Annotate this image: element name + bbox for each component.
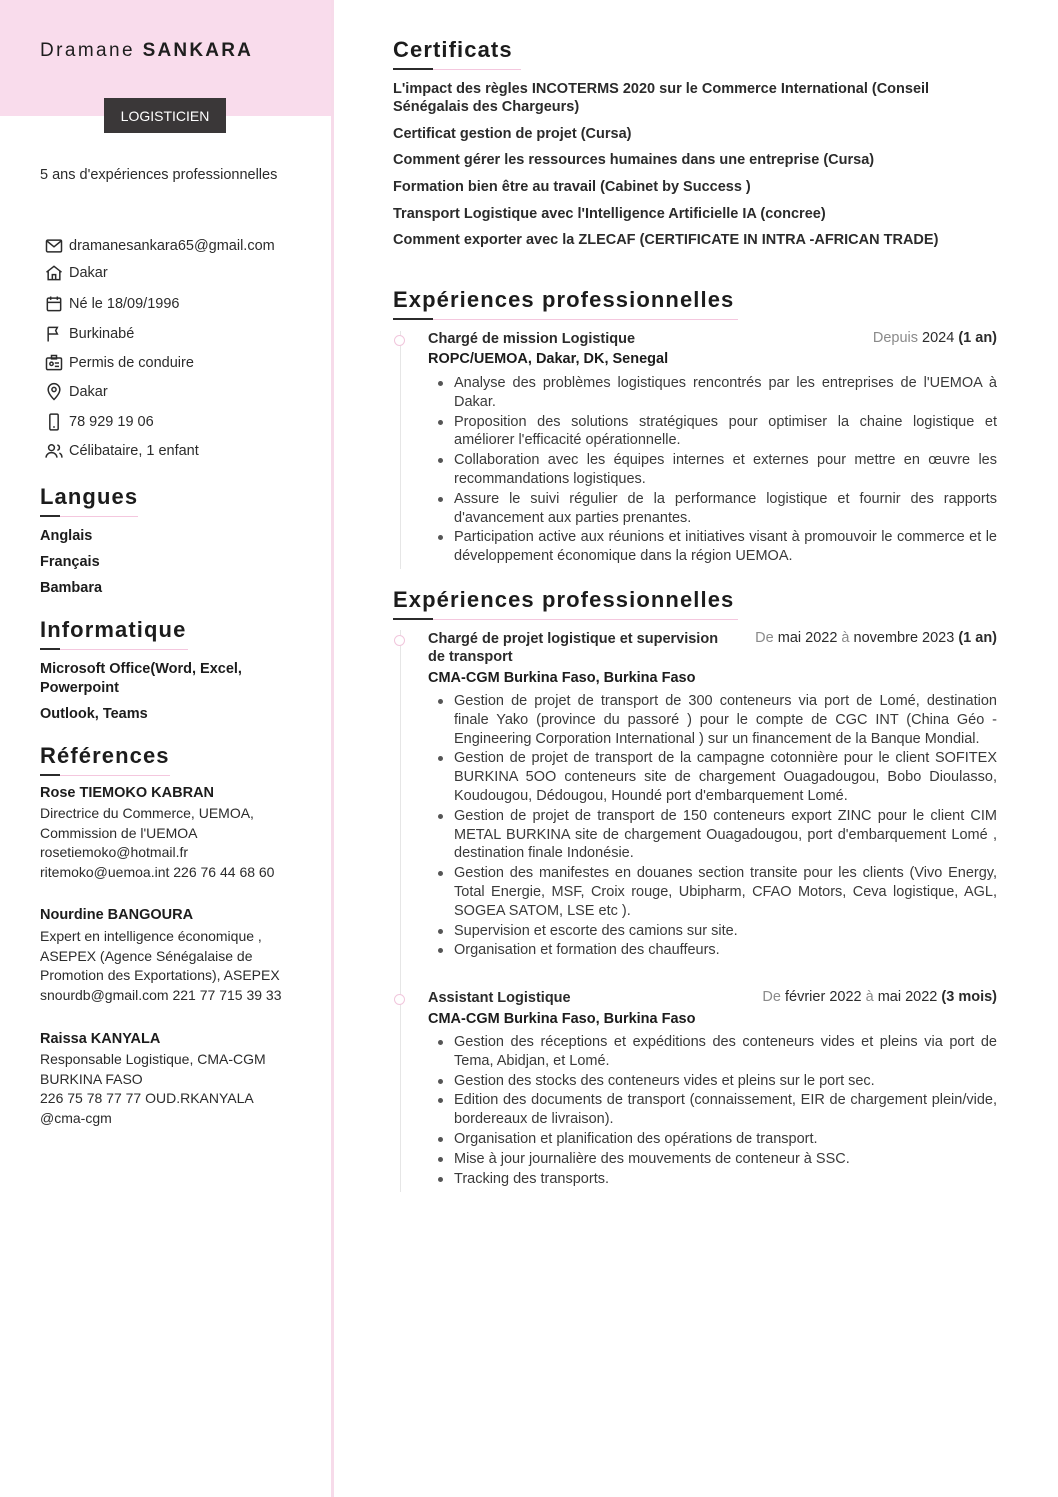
contact-nationality — [44, 324, 134, 344]
bullet-item: Supervision et escorte des camions sur site. — [454, 922, 997, 941]
certificate-item: Formation bien être au travail (Cabinet by Success ) — [393, 179, 751, 195]
summary: 5 ans d'expériences professionnelles — [40, 167, 278, 183]
bullet-item: Gestion de projet de transport de 300 conteneurs via port de Lomé, destination finale Yako (province du passoré ) pour le compte de CGC INT (China Géo -Engineering Corporation International ) sur un financement de la Banque Mondial. — [454, 693, 997, 747]
candidate-name — [40, 40, 253, 62]
certificate-item: Comment exporter avec la ZLECAF (CERTIFICATE IN INTRA -AFRICAN TRADE) — [393, 232, 939, 248]
references-heading: Références — [40, 743, 170, 769]
job-title-badge: LOGISTICIEN — [104, 98, 226, 133]
reference-contact: rosetiemoko@hotmail.fr ritemoko@uemoa.int 226 76 44 68 60 — [40, 844, 275, 880]
contact-family — [44, 441, 199, 461]
contact-text: Né le 18/09/1996 — [69, 296, 180, 312]
bullet-item: Assure le suivi régulier de la performance logistique et fournir des rapports d'avancement aux parties prenantes. — [454, 490, 997, 526]
timeline-dot — [394, 994, 405, 1005]
contact-phone — [44, 412, 154, 432]
reference-contact: snourdb@gmail.com 221 77 715 39 33 — [40, 987, 282, 1003]
certificate-item: Comment gérer les ressources humaines dans une entreprise (Cursa) — [393, 152, 875, 168]
home-icon — [44, 263, 64, 283]
bullet-item: Gestion des réceptions et expéditions des conteneurs vides et pleins via port de Tema, Abidjan, et Lomé. — [454, 1034, 997, 1069]
bullet-item: Tracking des transports. — [454, 1170, 997, 1189]
first-name: Dramane — [40, 40, 135, 61]
envelope-icon — [44, 236, 64, 256]
it-heading: Informatique — [40, 617, 186, 643]
it-item: Microsoft Office(Word, Excel, Powerpoint — [40, 661, 242, 696]
last-name: SANKARA — [142, 40, 254, 61]
id-card-icon — [44, 353, 64, 373]
bullet-item: Gestion de projet de transport de 150 conteneurs export ZINC pour le client CIM METAL BURKINA site de chargement Ouagadougou, port d'embarquement Lomé , destination finale Indonésie. — [454, 807, 997, 862]
contact-text: Dakar — [69, 265, 108, 281]
experience-heading: Expériences professionnelles — [393, 587, 734, 613]
reference-role: Expert en intelligence économique , ASEPEX (Agence Sénégalaise de Promotion des Exportations), ASEPEX — [40, 928, 280, 983]
bullet-item: Gestion de projet de transport de la campagne cotonnière pour le client SOFITEX BURKINA 5OO conteneurs site de chargement Ouagadougou, Bobo Dioulasso, Koudougou, Dédougou, Houndé port d'embarquement Lomé. — [454, 750, 997, 804]
contact-address — [44, 263, 108, 283]
contact-text: Burkinabé — [69, 326, 135, 342]
job-title: Chargé de projet logistique et supervision de transport — [428, 631, 719, 665]
job-company: CMA-CGM Burkina Faso, Burkina Faso — [428, 1011, 696, 1027]
bullet-item: Organisation et planification des opérations de transport. — [454, 1130, 997, 1149]
job-date: De mai 2022 à novembre 2023 (1 an) — [755, 630, 997, 646]
job-bullets — [454, 1033, 997, 1189]
certificate-item: L'impact des règles INCOTERMS 2020 sur le Commerce International (Conseil Sénégalais des Chargeurs) — [393, 81, 930, 115]
bullet-item: Organisation et formation des chauffeurs. — [454, 941, 997, 960]
job-date: De février 2022 à mai 2022 (3 mois) — [762, 989, 997, 1005]
contact-text: Célibataire, 1 enfant — [69, 443, 199, 459]
job-bullets — [454, 692, 997, 961]
certificate-item: Certificat gestion de projet (Cursa) — [393, 126, 632, 142]
timeline-line — [400, 630, 401, 1192]
it-item: Outlook, Teams — [40, 706, 148, 722]
bullet-item: Gestion des stocks des conteneurs vides et pleins sur le port sec. — [454, 1072, 997, 1091]
reference-role: Responsable Logistique, CMA-CGM BURKINA FASO — [40, 1051, 266, 1087]
timeline-dot — [394, 335, 405, 346]
language-item: Anglais — [40, 528, 93, 544]
certificate-item: Transport Logistique avec l'Intelligence Artificielle IA (concree) — [393, 206, 826, 222]
languages-heading: Langues — [40, 484, 138, 510]
language-item: Bambara — [40, 580, 103, 596]
reference-name: Raissa KANYALA — [40, 1031, 161, 1047]
job-company: CMA-CGM Burkina Faso, Burkina Faso — [428, 670, 696, 686]
experience-heading: Expériences professionnelles — [393, 287, 734, 313]
job-bullets — [454, 374, 997, 567]
timeline-dot — [394, 635, 405, 646]
bullet-item: Collaboration avec les équipes internes et externes pour mettre en œuvre les recommandations logistiques. — [454, 452, 997, 487]
contact-text: dramanesankara65@gmail.com — [69, 238, 275, 254]
users-icon — [44, 441, 64, 461]
certificates-heading: Certificats — [393, 37, 513, 63]
language-item: Français — [40, 554, 100, 570]
bullet-item: Edition des documents de transport (connaissement, EIR de chargement plein/vide, bordereaux de livraison). — [454, 1092, 997, 1128]
reference-role: Directrice du Commerce, UEMOA, Commission de l'UEMOA — [40, 805, 254, 841]
contact-birthdate — [44, 294, 179, 314]
job-title: Chargé de mission Logistique — [428, 331, 636, 347]
job-title: Assistant Logistique — [428, 990, 571, 1006]
bullet-item: Proposition des solutions stratégiques pour optimiser la chaine logistique et améliorer l'efficacité opérationnelle. — [454, 413, 997, 449]
contact-email — [44, 236, 275, 256]
contact-license — [44, 353, 194, 373]
bullet-item: Participation active aux réunions et initiatives visant à promouvoir le commerce et le développement économique dans la région UEMOA. — [454, 529, 997, 565]
reference-name: Nourdine BANGOURA — [40, 907, 194, 923]
contact-text: 78 929 19 06 — [69, 414, 154, 430]
reference-name: Rose TIEMOKO KABRAN — [40, 785, 215, 801]
contact-location — [44, 382, 108, 402]
job-company: ROPC/UEMOA, Dakar, DK, Senegal — [428, 351, 669, 367]
phone-icon — [44, 412, 64, 432]
reference-contact: 226 75 78 77 77 OUD.RKANYALA @cma-cgm — [40, 1090, 253, 1126]
bullet-item: Gestion des manifestes en douanes section transite pour les clients (Vivo Energy, Total Energie, MSF, Croix rouge, Ubipharm, CFAO Motors, Ceva logistique, AGL, SOGEA SATOM, LSE etc ). — [454, 865, 997, 919]
flag-icon — [44, 324, 64, 344]
timeline-line — [400, 331, 401, 569]
map-pin-icon — [44, 382, 64, 402]
job-date: Depuis 2024 (1 an) — [872, 330, 997, 346]
contact-text: Permis de conduire — [69, 355, 194, 371]
bullet-item: Mise à jour journalière des mouvements de conteneur à SSC. — [454, 1150, 997, 1169]
bullet-item: Analyse des problèmes logistiques rencontrés par les entreprises de l'UEMOA à Dakar. — [454, 375, 997, 410]
calendar-icon — [44, 294, 64, 314]
contact-text: Dakar — [69, 384, 108, 400]
